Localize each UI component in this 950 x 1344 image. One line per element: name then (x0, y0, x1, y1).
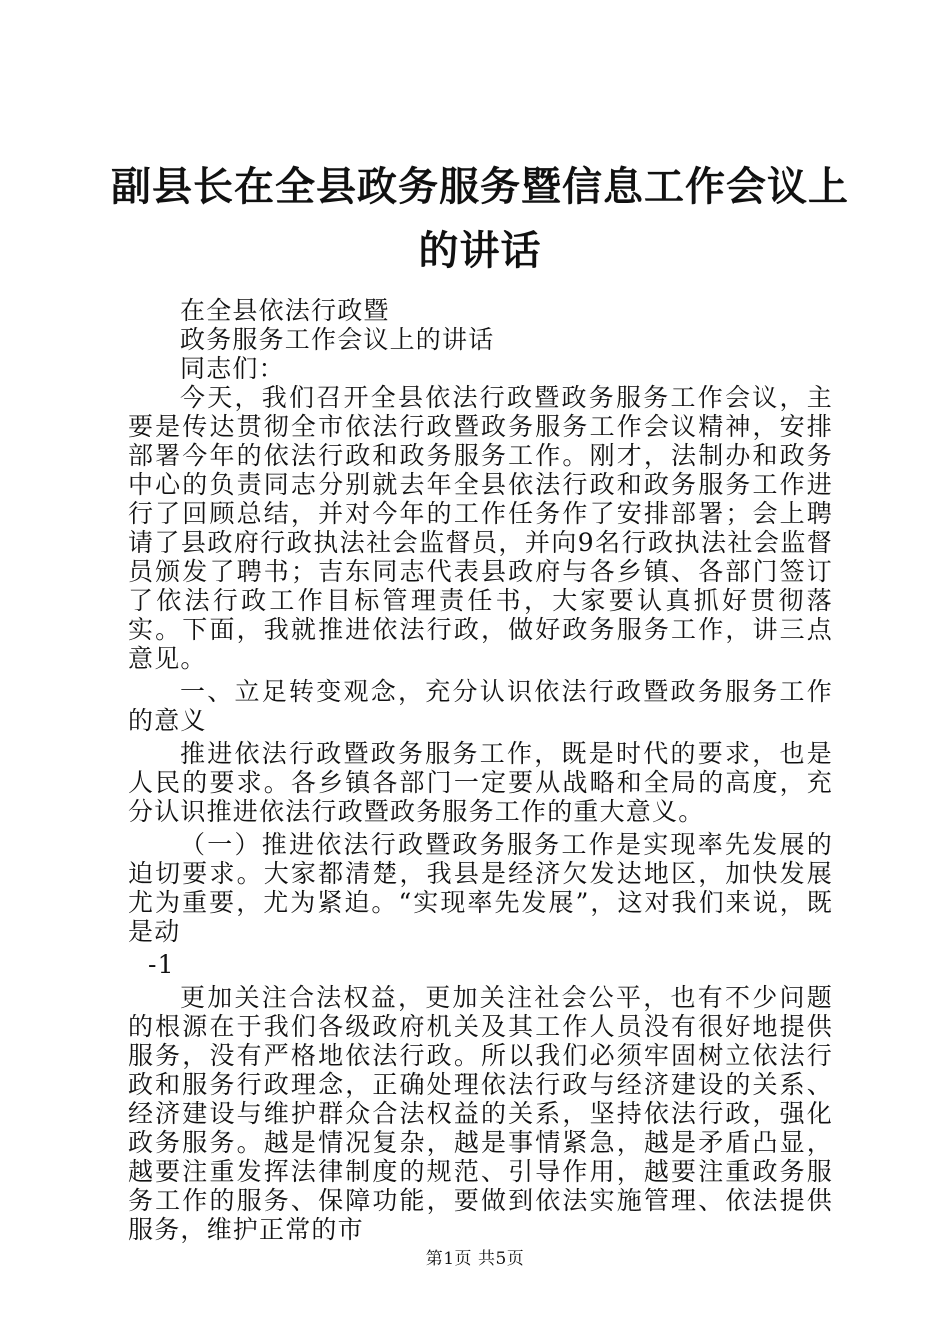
page-footer: 第1页 共5页 (425, 1249, 525, 1269)
salutation: 同志们： (180, 354, 285, 383)
document-body (128, 296, 833, 1244)
subtitle-line-1: 在全县依法行政暨 (180, 296, 390, 325)
document-title: 副县长在全县政务服务暨信息工作会议上的讲话 (111, 163, 849, 274)
paragraph-intro: 今天，我们召开全县依法行政暨政务服务工作会议，主要是传达贯彻全市依法行政暨政务服务工作会议精神，安排部署今年的依法行政和政务服务工作。刚才，法制办和政务中心的负责同志分别就去年全县依法行政和政务服务工作进行了回顾总结，并对今年的工作任务作了安排部署；会上聘请了县政府行政执法社会监督员，并向9名行政执法社会监督员颁发了聘书；吉东同志代表县政府与各乡镇、各部门签订了依法行政工作目标管理责任书，大家要认真抓好贯彻落实。下面，我就推进依法行政，做好政务服务工作，讲三点意见。 (128, 383, 833, 673)
page-marker: -1 (148, 950, 175, 979)
subtitle-line-2: 政务服务工作会议上的讲话 (180, 325, 495, 354)
paragraph-significance: 推进依法行政暨政务服务工作，既是时代的要求，也是人民的要求。各乡镇各部门一定要从战略和全局的高度，充分认识推进依法行政暨政务服务工作的重大意义。 (128, 739, 833, 826)
paragraph-continuation: 更加关注合法权益，更加关注社会公平，也有不少问题的根源在于我们各级政府机关及其工作人员没有很好地提供服务，没有严格地依法行政。所以我们必须牢固树立依法行政和服务行政理念，正确处理依法行政与经济建设的关系、经济建设与维护群众合法权益的关系，坚持依法行政，强化政务服务。越是情况复杂，越是事情紧急，越是矛盾凸显，越要注重发挥法律制度的规范、引导作用，越要注重政务服务工作的服务、保障功能，要做到依法实施管理、依法提供服务，维护正常的市 (128, 983, 833, 1244)
section-heading-1: 一、立足转变观念，充分认识依法行政暨政务服务工作的意义 (128, 677, 833, 735)
paragraph-subsection-1: （一）推进依法行政暨政务服务工作是实现率先发展的迫切要求。大家都清楚，我县是经济欠发达地区，加快发展尤为重要，尤为紧迫。“实现率先发展”，这对我们来说，既是动 (128, 830, 833, 946)
